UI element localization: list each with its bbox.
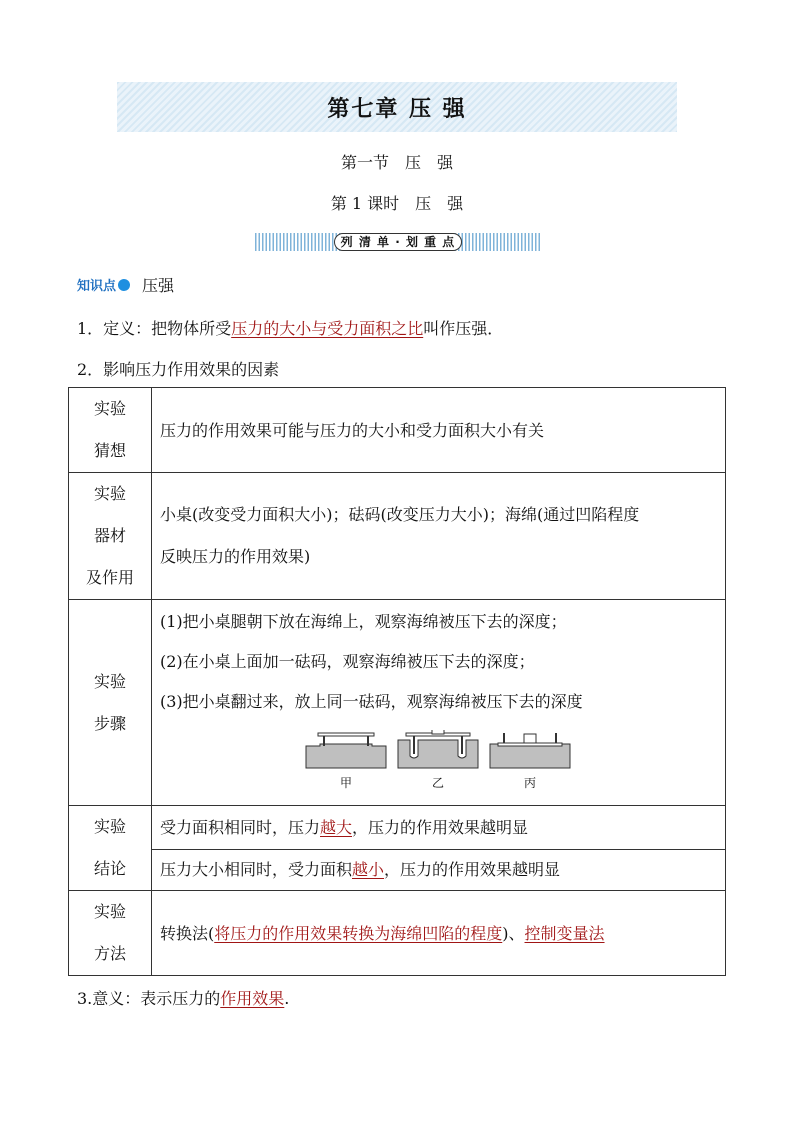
conclusion-2: [152, 849, 726, 891]
row-label-line: 结论: [93, 859, 126, 878]
figure-jia: [304, 730, 388, 791]
method-answer: 将压力的作用效果转换为海绵凹陷的程度: [214, 923, 503, 943]
figure-bing: [488, 730, 572, 791]
row-label-line: 实验: [93, 399, 126, 418]
row-label-line: 实验: [93, 902, 126, 921]
meaning-answer: 作用效果: [220, 989, 285, 1008]
row-label-equipment: [69, 473, 152, 600]
row-label-line: 实验: [93, 671, 126, 691]
conclusion-text: 受力面积相同时，压力: [160, 817, 321, 837]
equipment-line: 反映压力的作用效果): [160, 547, 311, 566]
definition-answer: 压力的大小与受力面积之比: [231, 319, 424, 338]
row-label-line: 猜想: [93, 441, 126, 460]
row-label-line: 实验: [93, 817, 126, 836]
method-text: )、: [502, 923, 525, 943]
figure-caption: 甲: [339, 776, 352, 790]
row-label-line: 实验: [93, 484, 126, 503]
definition-prefix: 1．定义：把物体所受: [77, 319, 232, 338]
knowledge-point-label: 知识点: [77, 279, 117, 294]
row-label-conclusion: [69, 806, 152, 891]
section-title: 第一节 压 强: [340, 153, 453, 172]
lesson-title: 第 1 课时 压 强: [330, 194, 464, 213]
factors-heading: 2．影响压力作用效果的因素: [77, 360, 280, 379]
meaning-suffix: .: [284, 989, 290, 1008]
step-item: (1)把小桌腿朝下放在海绵上，观察海绵被压下去的深度；: [160, 612, 567, 631]
key-points-label: 列 清 单 · 划 重 点: [334, 233, 463, 251]
definition-line: [77, 316, 503, 339]
meaning-prefix: 3.意义：表示压力的: [77, 989, 221, 1008]
table-row-equipment: [69, 473, 726, 600]
bullet-dot-icon: [118, 279, 130, 291]
row-label-steps: [69, 600, 152, 806]
conclusion-answer: 越小: [352, 860, 385, 880]
equipment-cell: [152, 473, 726, 600]
row-label-guess: [69, 388, 152, 473]
row-label-line: 步骤: [93, 713, 126, 733]
conclusion-text: ，压力的作用效果越明显: [352, 817, 529, 837]
chapter-banner: [117, 82, 677, 132]
steps-cell: [152, 600, 726, 806]
definition-suffix: 叫作压强．: [423, 319, 504, 338]
table-on-sponge-legs-down-icon: [304, 730, 388, 770]
chapter-title: 第七章 压 强: [327, 96, 467, 122]
conclusion-text: ，压力的作用效果越明显: [384, 860, 561, 880]
conclusion-1: [152, 806, 726, 850]
equipment-line: 小桌(改变受力面积大小)；砝码(改变压力大小)；海绵(通过凹陷程度: [160, 505, 640, 524]
key-points-banner: [255, 233, 541, 251]
conclusion-answer: 越大: [320, 817, 353, 837]
table-row-conclusion-2: [69, 849, 726, 891]
experiment-figures: [304, 730, 717, 791]
table-row-method: [69, 891, 726, 976]
method-answer: 控制变量法: [524, 923, 605, 943]
figure-caption: 乙: [431, 776, 444, 790]
step-item: (3)把小桌翻过来，放上同一砝码，观察海绵被压下去的深度: [160, 692, 583, 711]
method-text: 转换法(: [160, 923, 215, 943]
step-item: (2)在小桌上面加一砝码，观察海绵被压下去的深度；: [160, 652, 535, 671]
figure-yi: [396, 730, 480, 791]
table-row-guess: [69, 388, 726, 473]
conclusion-text: 压力大小相同时，受力面积: [160, 860, 353, 880]
row-label-line: 方法: [93, 944, 126, 963]
table-row-steps: [69, 600, 726, 806]
row-label-method: [69, 891, 152, 976]
guess-text: 压力的作用效果可能与压力的大小和受力面积大小有关: [152, 388, 726, 473]
table-with-weight-on-sponge-icon: [396, 730, 480, 770]
figure-caption: 丙: [523, 776, 536, 790]
experiment-table: [68, 387, 726, 976]
method-cell: [152, 891, 726, 976]
inverted-table-with-weight-icon: [488, 730, 572, 770]
row-label-line: 及作用: [85, 568, 134, 587]
table-row-conclusion-1: [69, 806, 726, 850]
knowledge-point-heading: [77, 273, 174, 296]
row-label-line: 器材: [93, 526, 126, 545]
knowledge-point-topic: 压强: [142, 276, 175, 295]
meaning-line: [77, 986, 289, 1009]
